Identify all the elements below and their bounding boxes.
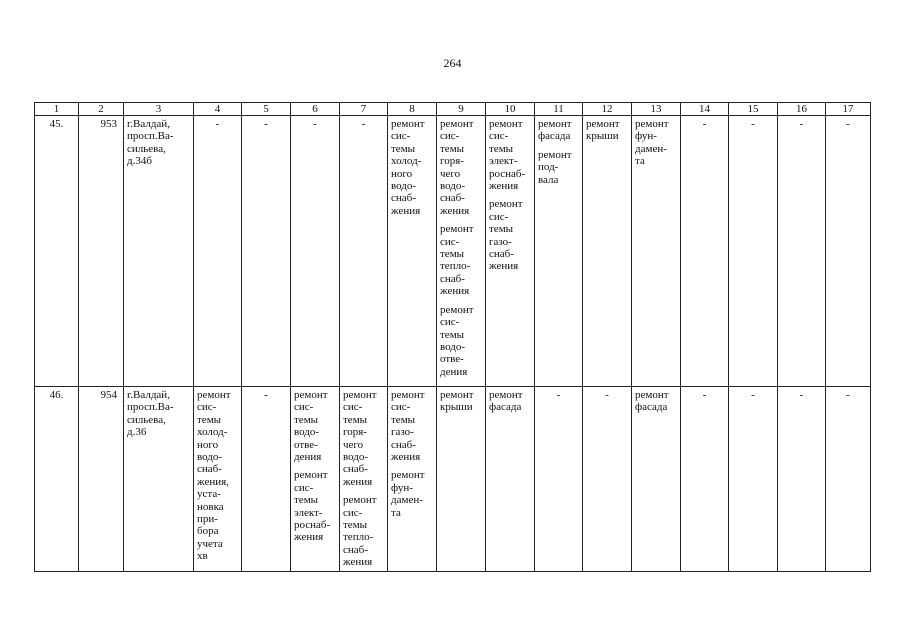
work-entry-line: ремонт [391, 118, 425, 130]
cell-c9 [437, 387, 486, 572]
header-cell: 12 [583, 103, 632, 116]
work-entry-line: сис- [440, 130, 460, 143]
work-entry-line: жения [489, 260, 519, 273]
work-entry-line: сис- [294, 401, 314, 414]
work-entry-line: роснаб- [294, 519, 331, 532]
work-entry-line: жения [391, 451, 421, 464]
work-entry-line: чего [440, 167, 461, 180]
work-entry-line: водо- [391, 180, 417, 193]
work-entry-line: сис- [489, 210, 509, 223]
cell-c10 [486, 116, 535, 387]
work-entry [538, 118, 579, 143]
work-entry-line: снаб- [343, 543, 368, 556]
work-entry-line: жения [440, 285, 470, 298]
work-entry-line: сис- [391, 130, 411, 143]
work-entry-line: та [391, 506, 401, 519]
cell-c8 [388, 387, 437, 572]
cell-c15: - [729, 116, 778, 387]
work-entry-line: ремонт [586, 118, 620, 130]
work-entry-line: темы [391, 142, 416, 155]
work-entry-line: сис- [440, 235, 460, 248]
cell-c8 [388, 116, 437, 387]
cell-c6: - [291, 116, 340, 387]
work-entry [391, 118, 433, 217]
work-entry-line: фун- [635, 130, 657, 143]
cell-address [124, 387, 194, 572]
work-entry-line: темы [440, 248, 465, 261]
work-entry-line: ремонт [538, 118, 572, 130]
cell-c4 [194, 387, 242, 572]
header-cell: 10 [486, 103, 535, 116]
cell-c7 [340, 387, 388, 572]
cell-c15: - [729, 387, 778, 572]
work-entry-line: снаб- [391, 438, 416, 451]
work-entry-line: ного [391, 167, 413, 180]
header-cell: 17 [826, 103, 871, 116]
work-entry-line: новка [197, 500, 224, 513]
work-entry-line: темы [489, 142, 514, 155]
cell-c17: - [826, 387, 871, 572]
work-entry-line: темы [294, 413, 319, 426]
work-entry [343, 389, 384, 488]
work-entry-line: сис- [343, 401, 363, 414]
work-entry-line: под- [538, 161, 559, 174]
work-entry-line: жения [391, 204, 421, 217]
work-entry-line: сис- [197, 401, 217, 414]
work-entry-line: ремонт [440, 303, 474, 316]
cell-num: 45. [35, 116, 79, 387]
work-entry-line: жения [440, 204, 470, 217]
header-cell: 2 [79, 103, 124, 116]
cell-c5: - [242, 116, 291, 387]
cell-c12 [583, 116, 632, 387]
work-entry-line: дения [440, 365, 468, 378]
cell-c10 [486, 387, 535, 572]
work-entry-line: жения, [197, 475, 229, 488]
work-entry-line: ремонт [391, 389, 425, 401]
work-entry-line: ремонт [343, 494, 377, 507]
header-cell: 1 [35, 103, 79, 116]
work-entry [586, 118, 628, 143]
work-entry-line: та [635, 155, 645, 168]
work-entry-line: жения [343, 556, 373, 569]
work-entry-line: отве- [440, 353, 464, 366]
work-entry-line: ного [197, 438, 219, 451]
address-line: д.34б [127, 155, 152, 168]
header-cell: 15 [729, 103, 778, 116]
cell-address [124, 116, 194, 387]
cell-c17: - [826, 116, 871, 387]
cell-c6 [291, 387, 340, 572]
work-entry-line: жения [294, 531, 324, 544]
table-row [35, 116, 871, 387]
work-entry-line: дамен- [391, 494, 423, 507]
work-entry-line: крыши [586, 130, 619, 143]
work-entry-line: сис- [440, 316, 460, 329]
work-entry [440, 304, 482, 378]
work-entry-line: крыши [440, 401, 473, 414]
cell-c4: - [194, 116, 242, 387]
work-entry [440, 118, 482, 217]
header-cell: 3 [124, 103, 194, 116]
work-entry-line: водо- [440, 340, 466, 353]
work-entry-line: холод- [391, 155, 422, 168]
cell-num: 46. [35, 387, 79, 572]
header-cell: 8 [388, 103, 437, 116]
work-entry-line: ремонт [635, 118, 669, 130]
header-cell: 13 [632, 103, 681, 116]
work-entry-line: горя- [440, 155, 464, 168]
cell-c11 [535, 116, 583, 387]
work-entry-line: вала [538, 173, 559, 186]
cell-c5: - [242, 387, 291, 572]
work-entry-line: газо- [391, 426, 414, 439]
header-cell: 9 [437, 103, 486, 116]
work-entry-line: ремонт [489, 118, 523, 130]
work-entry-line: сис- [294, 481, 314, 494]
work-entry [391, 389, 433, 463]
work-entry-line: горя- [343, 426, 367, 439]
cell-c13 [632, 387, 681, 572]
work-entry-line: фасада [635, 401, 668, 414]
work-entry-line: отве- [294, 438, 318, 451]
work-entry-line: темы [489, 223, 514, 236]
work-entry-line: дения [294, 451, 322, 464]
work-entry-line: хв [197, 550, 208, 563]
work-entry-line: темы [391, 413, 416, 426]
work-entry-line: ремонт [489, 198, 523, 211]
work-entry-line: сис- [489, 130, 509, 143]
work-entry-line: ремонт [391, 469, 425, 482]
work-entry [343, 494, 384, 568]
table-header-row [35, 103, 871, 116]
work-entry-line: ремонт [197, 389, 231, 401]
work-entry-line: водо- [440, 180, 466, 193]
work-entry-line: снаб- [440, 272, 465, 285]
work-entry [489, 389, 531, 414]
work-entry [294, 469, 336, 543]
cell-c9 [437, 116, 486, 387]
work-entry-line: дамен- [635, 142, 667, 155]
work-entry-line: учета [197, 537, 223, 550]
work-entry-line: уста- [197, 488, 221, 501]
header-cell: 6 [291, 103, 340, 116]
cell-c14: - [681, 116, 729, 387]
work-entry-line: ремонт [489, 389, 523, 401]
work-entry-line: снаб- [440, 192, 465, 205]
table-row [35, 387, 871, 572]
address-line: г.Валдай, [127, 118, 170, 130]
work-entry-line: газо- [489, 235, 512, 248]
work-entry-line: снаб- [391, 192, 416, 205]
address-line: сильева, [127, 413, 166, 426]
cell-code: 954 [79, 387, 124, 572]
work-entry-line: ремонт [440, 118, 474, 130]
work-entry-line: холод- [197, 426, 228, 439]
work-entry-line: ремонт [343, 389, 377, 401]
work-entry-line: фасада [538, 130, 571, 143]
cell-c12: - [583, 387, 632, 572]
work-entry-line: тепло- [440, 260, 471, 273]
work-entry-line: роснаб- [489, 167, 526, 180]
work-entry [440, 389, 482, 414]
work-entry-line: ремонт [294, 469, 328, 482]
works-table [34, 102, 871, 572]
work-entry-line: ремонт [440, 223, 474, 236]
work-entry-line: жения [489, 180, 519, 193]
header-cell: 14 [681, 103, 729, 116]
page-number: 264 [443, 56, 462, 70]
work-entry-line: элект- [489, 155, 518, 168]
work-entry [489, 118, 531, 192]
header-cell: 7 [340, 103, 388, 116]
cell-c16: - [778, 116, 826, 387]
work-entry-line: жения [343, 475, 373, 488]
work-entry-line: водо- [343, 451, 369, 464]
address-line: г.Валдай, [127, 389, 170, 401]
work-entry [635, 389, 677, 414]
cell-code: 953 [79, 116, 124, 387]
work-entry [489, 198, 531, 272]
work-entry [391, 469, 433, 519]
work-entry-line: темы [294, 494, 319, 507]
work-entry [294, 389, 336, 463]
work-entry-line: ремонт [440, 389, 474, 401]
header-cell: 11 [535, 103, 583, 116]
work-entry-line: водо- [197, 451, 223, 464]
header-cell: 4 [194, 103, 242, 116]
work-entry-line: снаб- [343, 463, 368, 476]
cell-c16: - [778, 387, 826, 572]
work-entry-line: элект- [294, 506, 323, 519]
address-line: просп.Ва- [127, 401, 174, 414]
header-cell: 16 [778, 103, 826, 116]
work-entry-line: тепло- [343, 531, 374, 544]
work-entry-line: снаб- [489, 248, 514, 261]
cell-c14: - [681, 387, 729, 572]
work-entry-line: водо- [294, 426, 320, 439]
header-cell: 5 [242, 103, 291, 116]
work-entry-line: темы [343, 519, 368, 532]
work-entry-line: чего [343, 438, 364, 451]
work-entry-line: ремонт [635, 389, 669, 401]
work-entry-line: ремонт [538, 148, 572, 161]
work-entry [440, 223, 482, 297]
work-entry-line: ремонт [294, 389, 328, 401]
cell-c11: - [535, 387, 583, 572]
work-entry-line: бора [197, 525, 219, 538]
work-entry [197, 389, 238, 563]
work-entry-line: темы [440, 142, 465, 155]
work-entry-line: темы [440, 328, 465, 341]
cell-c7: - [340, 116, 388, 387]
address-line: д.36 [127, 426, 147, 439]
work-entry-line: темы [343, 413, 368, 426]
work-entry [635, 118, 677, 168]
address-line: сильева, [127, 142, 166, 155]
work-entry-line: фасада [489, 401, 522, 414]
work-entry-line: сис- [391, 401, 411, 414]
work-entry-line: при- [197, 513, 218, 526]
cell-c13 [632, 116, 681, 387]
work-entry-line: снаб- [197, 463, 222, 476]
address-line: просп.Ва- [127, 130, 174, 143]
work-entry-line: темы [197, 413, 222, 426]
work-entry-line: сис- [343, 506, 363, 519]
work-entry-line: фун- [391, 481, 413, 494]
work-entry [538, 149, 579, 186]
